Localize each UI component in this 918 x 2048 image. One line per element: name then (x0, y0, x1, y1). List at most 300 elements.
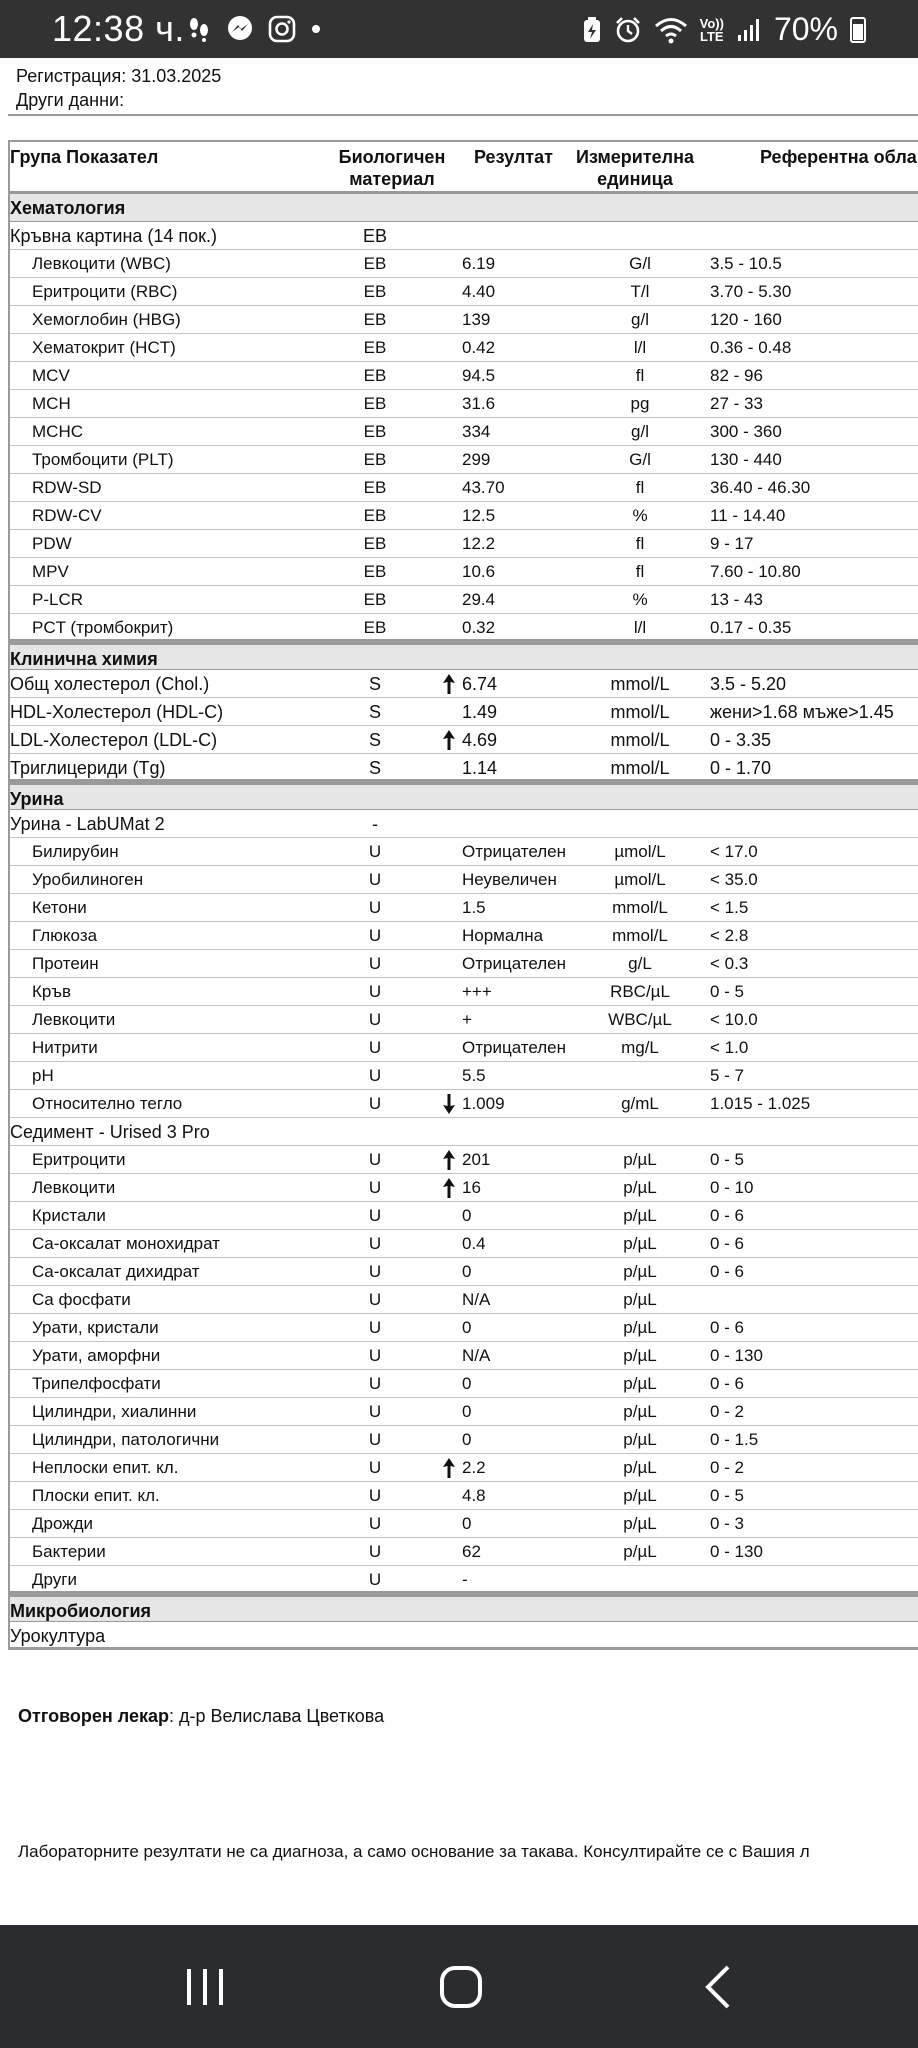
battery-saver-icon (582, 16, 602, 44)
reference-cell: 0 - 130 (710, 1542, 763, 1561)
reference-cell: 0 - 6 (710, 1206, 745, 1225)
table-row (10, 222, 918, 250)
result-cell: Неувеличен (462, 870, 557, 889)
table-row (10, 866, 918, 894)
material-cell: ЕВ (363, 366, 387, 385)
test-name: MPV (32, 562, 69, 581)
test-name: MCHC (32, 422, 83, 441)
reference-cell: 82 - 96 (710, 366, 763, 385)
result-cell: 10.6 (462, 562, 496, 581)
unit-cell: p/µL (623, 1402, 657, 1421)
material-cell: U (368, 1542, 382, 1561)
test-name: Триглицериди (Tg) (10, 758, 166, 778)
material-cell: S (368, 702, 381, 722)
table-row (10, 362, 918, 390)
material-cell: U (368, 1290, 382, 1309)
results-table (8, 140, 918, 1650)
table-row (10, 894, 918, 922)
material-cell: S (368, 730, 381, 750)
test-name: Еритроцити (32, 1150, 126, 1169)
test-name: P-LCR (32, 590, 84, 609)
section-title: Хематология (10, 198, 126, 218)
reference-cell: 0 - 3 (710, 1514, 745, 1533)
section-header (10, 194, 918, 222)
unit-cell: pg (630, 394, 650, 413)
table-row (10, 1062, 918, 1090)
patient-info (16, 64, 221, 112)
reference-cell: 0 - 5 (710, 982, 745, 1001)
reference-cell: 0 - 2 (710, 1458, 745, 1477)
reference-cell: 0 - 1.5 (710, 1430, 759, 1449)
reference-cell: 0 - 3.35 (710, 730, 772, 750)
unit-cell: RBC/µL (610, 982, 670, 1001)
alarm-icon (614, 16, 642, 44)
result-cell: 0 (462, 1206, 472, 1225)
unit-cell: mmol/L (610, 674, 670, 694)
table-row (10, 1538, 918, 1566)
unit-cell: % (632, 590, 648, 609)
material-cell: ЕВ (363, 562, 387, 581)
notification-icons (186, 15, 322, 43)
unit-cell: g/l (631, 310, 649, 329)
material-cell: U (368, 1206, 382, 1225)
material-cell: U (368, 954, 382, 973)
test-name: Плоски епит. кл. (32, 1486, 160, 1505)
material-cell: U (368, 842, 382, 861)
reference-cell: 0 - 6 (710, 1234, 745, 1253)
unit-cell: µmol/L (614, 842, 666, 861)
table-row (10, 1146, 918, 1174)
result-cell: 6.19 (462, 254, 496, 273)
lte-label: LTE (700, 28, 724, 44)
unit-cell: p/µL (623, 1150, 657, 1169)
result-cell: +++ (462, 982, 492, 1001)
reference-cell: 0 - 1.70 (710, 758, 772, 778)
material-cell: U (368, 1346, 382, 1365)
table-row (10, 1118, 918, 1146)
material-cell: ЕВ (363, 450, 387, 469)
result-cell: Отрицателен (462, 954, 567, 973)
result-cell: 334 (462, 422, 491, 441)
material-cell: U (368, 1374, 382, 1393)
back-icon[interactable] (688, 1955, 752, 2019)
table-row (10, 754, 918, 782)
test-name: Левкоцити (32, 1178, 116, 1197)
material-cell: ЕВ (363, 254, 387, 273)
section-title: Клинична химия (10, 649, 158, 669)
material-cell: U (368, 870, 382, 889)
unit-cell: fl (635, 366, 645, 385)
unit-cell: l/l (633, 338, 647, 357)
arrow-up-icon (442, 674, 456, 694)
table-row (10, 530, 918, 558)
table-row (10, 1426, 918, 1454)
material-cell: U (368, 1234, 382, 1253)
unit-cell: mg/L (621, 1038, 659, 1057)
reference-cell: 3.70 - 5.30 (710, 282, 792, 301)
doctor-name: : д-р Велислава Цветкова (169, 1706, 385, 1726)
material-cell: ЕВ (363, 310, 387, 329)
table-row (10, 418, 918, 446)
more-notifications-dot-icon (310, 23, 322, 35)
material-cell: U (368, 1094, 382, 1113)
material-cell: U (368, 1570, 382, 1589)
material-cell: U (368, 1402, 382, 1421)
status-bar (0, 0, 918, 58)
table-row (10, 1202, 918, 1230)
material-cell: U (368, 982, 382, 1001)
table-row (10, 1342, 918, 1370)
reference-cell: 0 - 5 (710, 1150, 745, 1169)
unit-cell: p/µL (623, 1290, 657, 1309)
table-row (10, 1230, 918, 1258)
table-row (10, 446, 918, 474)
reference-cell: 11 - 14.40 (710, 506, 786, 525)
reference-cell: < 10.0 (710, 1010, 758, 1029)
navigation-bar (0, 1925, 918, 2048)
result-cell: 0.4 (462, 1234, 486, 1253)
result-cell: 4.40 (462, 282, 496, 301)
table-row (10, 1398, 918, 1426)
arrow-up-icon (442, 1150, 456, 1170)
test-name: Урокултура (10, 1626, 106, 1646)
material-cell: U (368, 1038, 382, 1057)
arrow-up-icon (442, 730, 456, 750)
status-right (582, 11, 866, 48)
test-name: Билирубин (32, 842, 119, 861)
steps-icon (186, 16, 212, 42)
test-name: HDL-Холестерол (HDL-C) (10, 702, 224, 722)
test-name: Ca-оксалат дихидрат (32, 1262, 200, 1281)
reference-cell: < 35.0 (710, 870, 758, 889)
arrow-up-icon (442, 1458, 456, 1478)
test-name: Хемоглобин (HBG) (32, 310, 181, 329)
table-row (10, 922, 918, 950)
material-cell: ЕВ (363, 478, 387, 497)
result-cell: 43.70 (462, 478, 505, 497)
reference-cell: < 1.0 (710, 1038, 749, 1057)
result-cell: 29.4 (462, 590, 496, 609)
unit-cell: p/µL (623, 1206, 657, 1225)
test-name: PDW (32, 534, 72, 553)
other-data: Други данни: (16, 90, 125, 110)
test-name: Уробилиноген (32, 870, 144, 889)
material-cell: S (368, 674, 381, 694)
material-cell: U (368, 1318, 382, 1337)
reference-cell: 0 - 5 (710, 1486, 745, 1505)
material-cell: ЕВ (363, 618, 387, 637)
table-row (10, 390, 918, 418)
volte-indicator (700, 17, 724, 43)
table-row (10, 1174, 918, 1202)
result-cell: 94.5 (462, 366, 496, 385)
reference-cell: < 17.0 (710, 842, 758, 861)
doctor-label: Отговорен лекар (18, 1706, 169, 1726)
reference-cell: 0 - 6 (710, 1262, 745, 1281)
reference-cell: 0.17 - 0.35 (710, 618, 792, 637)
result-cell: N/A (462, 1346, 491, 1365)
reference-cell: 36.40 - 46.30 (710, 478, 811, 497)
material-cell: U (368, 1486, 382, 1505)
test-name: Хематокрит (HCT) (32, 338, 176, 357)
test-name: Седимент - Urised 3 Pro (10, 1122, 210, 1142)
reference-cell: 3.5 - 10.5 (710, 254, 782, 273)
result-cell: - (462, 1570, 468, 1589)
table-row (10, 1510, 918, 1538)
reference-cell: 0 - 6 (710, 1318, 745, 1337)
reference-cell: 0 - 2 (710, 1402, 745, 1421)
unit-cell: p/µL (623, 1374, 657, 1393)
table-row (10, 502, 918, 530)
unit-cell: fl (635, 562, 645, 581)
reference-cell: 3.5 - 5.20 (710, 674, 787, 694)
result-cell: 0 (462, 1374, 472, 1393)
test-name: Други (32, 1570, 77, 1589)
result-cell: 201 (462, 1150, 491, 1169)
table-row (10, 1622, 918, 1650)
result-cell: 139 (462, 310, 491, 329)
instagram-icon (268, 15, 296, 43)
material-cell: ЕВ (363, 590, 387, 609)
table-row (10, 1454, 918, 1482)
unit-cell: g/l (631, 422, 649, 441)
header-material-line1: Биологичен (338, 147, 446, 167)
header-material-line2: материал (349, 169, 435, 189)
reference-cell: < 0.3 (710, 954, 749, 973)
unit-cell: mmol/L (610, 702, 670, 722)
test-name: Еритроцити (RBC) (32, 282, 178, 301)
messenger-icon (226, 15, 254, 43)
result-cell: 0 (462, 1402, 472, 1421)
material-cell: ЕВ (362, 226, 387, 246)
material-cell: ЕВ (363, 394, 387, 413)
test-name: Цилиндри, патологични (32, 1430, 220, 1449)
test-name: Неплоски епит. кл. (32, 1458, 179, 1477)
unit-cell: mmol/L (610, 730, 670, 750)
reference-cell: 0 - 130 (710, 1346, 763, 1365)
material-cell: U (368, 1262, 382, 1281)
material-cell: U (368, 1010, 382, 1029)
disclaimer-text: Лабораторните резултати не са диагноза, а само основание за такава. Консултирайте се с Вашия л (18, 1842, 810, 1861)
unit-cell: g/mL (621, 1094, 659, 1113)
result-cell: 299 (462, 450, 491, 469)
material-cell: U (368, 898, 382, 917)
result-cell: 2.2 (462, 1458, 486, 1477)
test-name: LDL-Холестерол (LDL-C) (10, 730, 218, 750)
result-cell: Отрицателен (462, 842, 567, 861)
table-row (10, 1370, 918, 1398)
battery-icon (850, 17, 866, 43)
table-row (10, 810, 918, 838)
material-cell: ЕВ (363, 422, 387, 441)
unit-cell: p/µL (623, 1514, 657, 1533)
material-cell: U (368, 1514, 382, 1533)
recent-apps-icon[interactable] (173, 1955, 237, 2019)
table-row (10, 1258, 918, 1286)
reference-cell: 300 - 360 (710, 422, 782, 441)
reference-cell: 1.015 - 1.025 (710, 1094, 811, 1113)
table-row (10, 306, 918, 334)
unit-cell: fl (635, 534, 645, 553)
unit-cell: p/µL (623, 1178, 657, 1197)
result-cell: 1.49 (462, 702, 498, 722)
volte-label: Vo)) (699, 15, 724, 31)
status-time: 12:38 ч. (52, 8, 185, 49)
table-body (10, 194, 918, 1650)
reference-cell: жени>1.68 мъже>1.45 (710, 702, 894, 722)
table-row (10, 670, 918, 698)
reference-cell: 0 - 10 (710, 1178, 754, 1197)
unit-cell: mmol/L (612, 898, 668, 917)
material-cell: U (368, 1150, 382, 1169)
unit-cell: G/l (629, 450, 651, 469)
result-cell: 1.5 (462, 898, 486, 917)
result-cell: 0.42 (462, 338, 496, 357)
test-name: Глюкоза (32, 926, 98, 945)
table-row (10, 1566, 918, 1594)
table-row (10, 614, 918, 642)
reference-cell: 0 - 6 (710, 1374, 745, 1393)
result-cell: 0 (462, 1514, 472, 1533)
material-cell: S (368, 758, 381, 778)
result-cell: 12.2 (462, 534, 496, 553)
result-cell: 31.6 (462, 394, 496, 413)
table-row (10, 558, 918, 586)
header-unit-line1: Измерителна (576, 147, 694, 167)
test-name: Кръв (32, 982, 72, 1001)
test-name: MCV (32, 366, 70, 385)
divider (8, 114, 918, 116)
table-row (10, 1006, 918, 1034)
unit-cell: p/µL (623, 1486, 657, 1505)
material-cell: ЕВ (363, 282, 387, 301)
table-row (10, 726, 918, 754)
material-cell: ЕВ (363, 506, 387, 525)
result-cell: 4.69 (462, 730, 498, 750)
table-row (10, 278, 918, 306)
result-cell: Нормална (462, 926, 544, 945)
result-cell: 12.5 (462, 506, 496, 525)
unit-cell: p/µL (623, 1430, 657, 1449)
result-cell: 0 (462, 1430, 472, 1449)
table-row (10, 1034, 918, 1062)
result-cell: + (462, 1010, 472, 1029)
material-cell: U (368, 1430, 382, 1449)
result-cell: 1.009 (462, 1094, 505, 1113)
reference-cell: < 1.5 (710, 898, 749, 917)
section-title: Урина (10, 789, 64, 809)
material-cell: ЕВ (363, 534, 387, 553)
test-name: Общ холестерол (Chol.) (10, 674, 210, 694)
registration-date: Регистрация: 31.03.2025 (16, 66, 222, 86)
unit-cell: mmol/L (610, 758, 670, 778)
unit-cell: WBC/µL (608, 1010, 672, 1029)
reference-cell: < 2.8 (710, 926, 749, 945)
test-name: RDW-SD (32, 478, 102, 497)
arrow-up-icon (442, 1178, 456, 1198)
result-cell: 62 (462, 1542, 481, 1561)
arrow-down-icon (442, 1094, 456, 1114)
table-row (10, 1286, 918, 1314)
section-header (10, 1594, 918, 1622)
test-name: MCH (32, 394, 71, 413)
table-row (10, 586, 918, 614)
material-cell: U (368, 1066, 382, 1085)
reference-cell: 7.60 - 10.80 (710, 562, 801, 581)
material-cell: U (368, 926, 382, 945)
test-name: Левкоцити (WBC) (32, 254, 171, 273)
test-name: Кристали (32, 1206, 106, 1225)
test-name: Кетони (32, 898, 87, 917)
reference-cell: 9 - 17 (710, 534, 754, 553)
home-icon[interactable] (429, 1955, 493, 2019)
unit-cell: l/l (633, 618, 647, 637)
test-name: Урати, кристали (32, 1318, 159, 1337)
test-name: Ca-оксалат монохидрат (32, 1234, 220, 1253)
test-name: Цилиндри, хиалинни (32, 1402, 197, 1421)
signal-icon (736, 17, 762, 43)
table-header (10, 142, 918, 194)
unit-cell: % (632, 506, 648, 525)
result-cell: N/A (462, 1290, 491, 1309)
test-name: Ca фосфати (32, 1290, 131, 1309)
header-unit-line2: единица (597, 169, 673, 189)
test-name: Урати, аморфни (32, 1346, 161, 1365)
result-cell: 5.5 (462, 1066, 486, 1085)
reference-cell: 13 - 43 (710, 590, 763, 609)
header-material (332, 146, 452, 190)
unit-cell: p/µL (623, 1542, 657, 1561)
result-cell: 4.8 (462, 1486, 486, 1505)
material-cell: U (368, 1458, 382, 1477)
table-row (10, 474, 918, 502)
unit-cell: µmol/L (614, 870, 666, 889)
unit-cell: T/l (630, 282, 650, 301)
unit-cell: p/µL (623, 1346, 657, 1365)
table-row (10, 978, 918, 1006)
material-cell: U (368, 1178, 382, 1197)
wifi-icon (654, 16, 688, 44)
reference-cell: 120 - 160 (710, 310, 782, 329)
table-row (10, 250, 918, 278)
test-name: pH (32, 1066, 54, 1085)
header-result: Резултат (474, 147, 553, 167)
reference-cell: 27 - 33 (710, 394, 763, 413)
unit-cell: p/µL (623, 1234, 657, 1253)
section-header (10, 782, 918, 810)
unit-cell: p/µL (623, 1318, 657, 1337)
unit-cell: g/L (628, 954, 652, 973)
table-row (10, 1090, 918, 1118)
header-group: Група Показател (10, 147, 159, 167)
result-cell: 0 (462, 1318, 472, 1337)
header-reference: Референтна обла (760, 147, 917, 167)
material-cell: - (372, 814, 378, 834)
test-name: Урина - LabUMat 2 (10, 814, 165, 834)
test-name: PCT (тромбокрит) (32, 618, 174, 637)
test-name: Тромбоцити (PLT) (32, 450, 174, 469)
result-cell: 6.74 (462, 674, 498, 694)
result-cell: 16 (462, 1178, 481, 1197)
responsible-doctor (18, 1706, 384, 1727)
test-name: Левкоцити (32, 1010, 116, 1029)
header-unit (570, 146, 700, 190)
reference-cell: 5 - 7 (710, 1066, 745, 1085)
unit-cell: p/µL (623, 1262, 657, 1281)
unit-cell: fl (635, 478, 645, 497)
table-row (10, 950, 918, 978)
test-name: Нитрити (32, 1038, 98, 1057)
